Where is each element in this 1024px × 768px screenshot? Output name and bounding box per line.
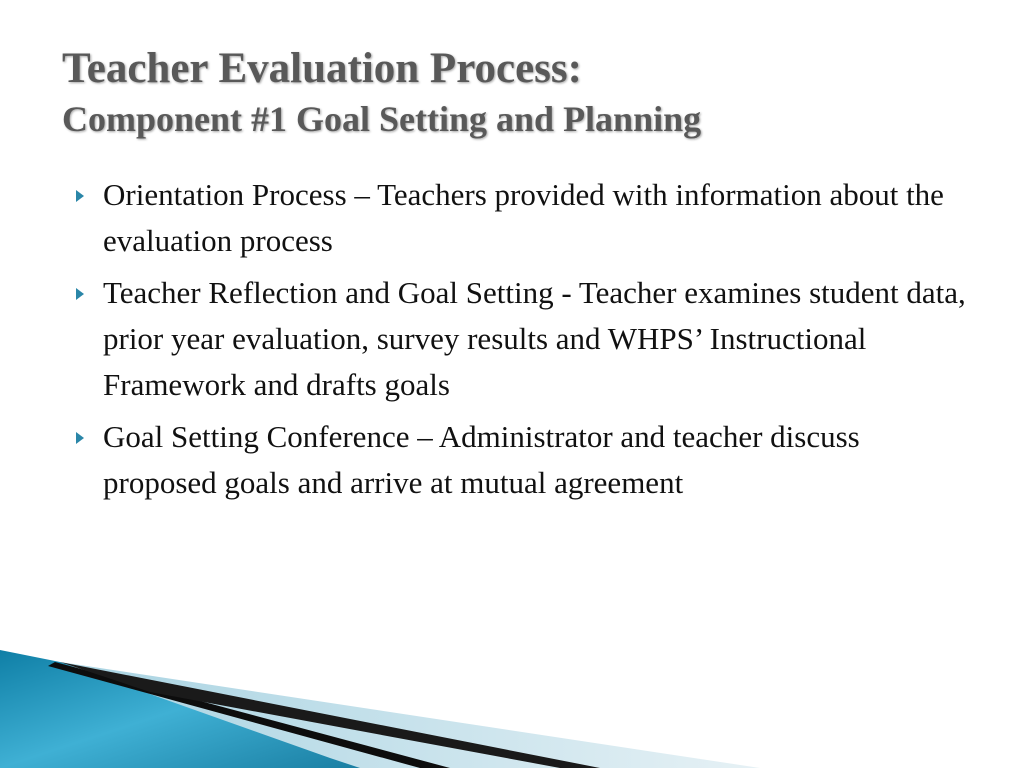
triangle-right-icon [76, 288, 84, 300]
bullet-text: Teacher Reflection and Goal Setting - Teacher examines student data, prior year evaluation, survey results and WHPS’ Instructional Framework and drafts goals [103, 275, 966, 402]
slide-subtitle: Component #1 Goal Setting and Planning [62, 99, 702, 139]
slide-title: Teacher Evaluation Process: [62, 45, 582, 92]
triangle-right-icon [76, 432, 84, 444]
list-item [76, 172, 976, 264]
bullet-text: Orientation Process – Teachers provided with information about the evaluation process [103, 177, 944, 258]
bullet-text: Goal Setting Conference – Administrator and teacher discuss proposed goals and arrive at mutual agreement [103, 419, 860, 500]
title-block [62, 42, 1002, 142]
list-item [76, 270, 976, 408]
triangle-right-icon [76, 190, 84, 202]
list-item [76, 414, 976, 506]
bullet-list [76, 172, 976, 512]
corner-wave-graphic [0, 640, 1024, 768]
